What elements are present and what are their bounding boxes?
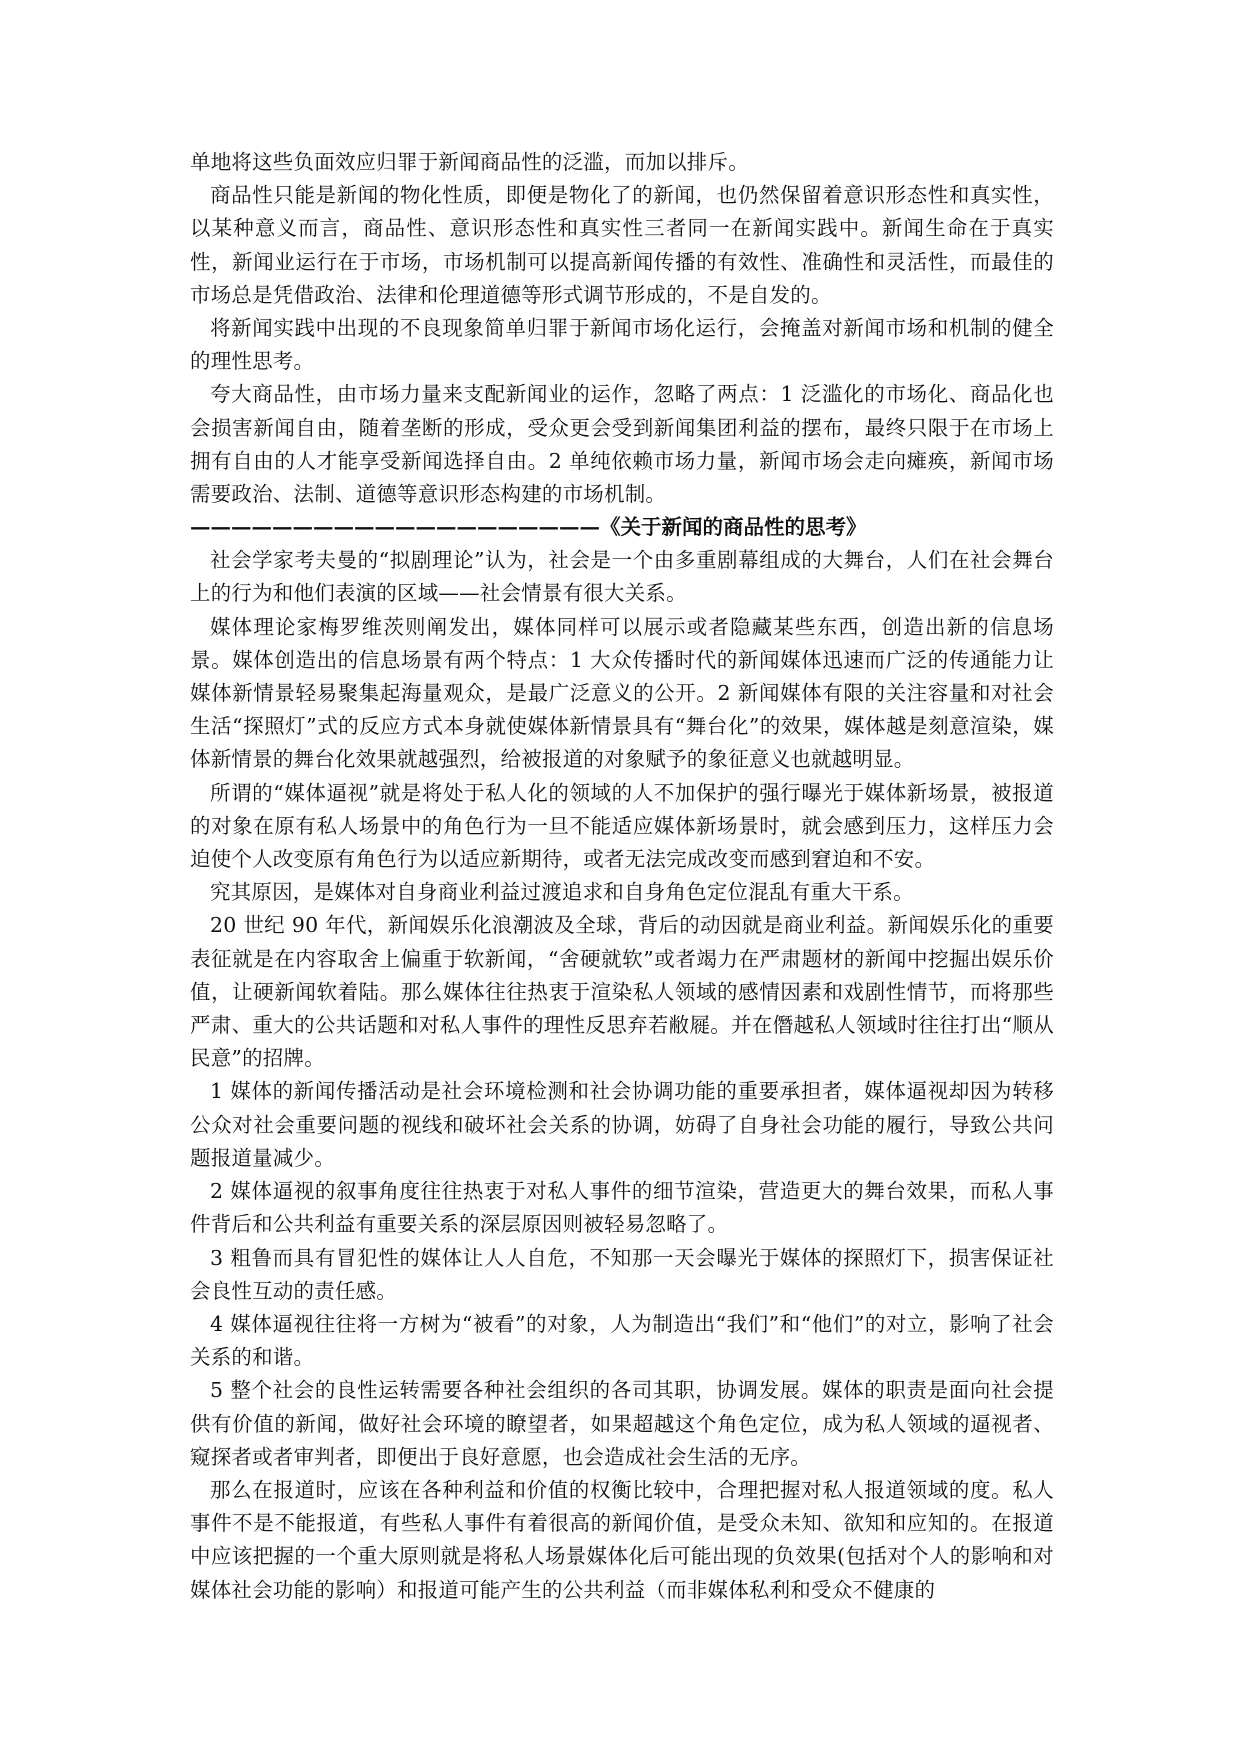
paragraph-7: 所谓的“媒体逼视”就是将处于私人化的领域的人不加保护的强行曝光于媒体新场景，被报道的对象在原有私人场景中的角色行为一旦不能适应媒体新场景时，就会感到压力，这样压力会迫使个人改变原有角色行为以适应新期待，或者无法完成改变而感到窘迫和不安。 <box>190 780 1054 872</box>
paragraph-3: 将新闻实践中出现的不良现象简单归罪于新闻市场化运行，会掩盖对新闻市场和机制的健全的理性思考。 <box>190 316 1054 374</box>
paragraph-8: 究其原因，是媒体对自身商业利益过渡追求和自身角色定位混乱有重大干系。 <box>210 880 914 905</box>
paragraph-6: 媒体理论家梅罗维茨则阐发出，媒体同样可以展示或者隐藏某些东西，创造出新的信息场景。媒体创造出的信息场景有两个特点：1 大众传播时代的新闻媒体迅速而广泛的传通能力让媒体新情景轻易聚集起海量观众，是最广泛意义的公开。2 新闻媒体有限的关注容量和对社会生活“探照灯”式的反应方式本身就使媒体新情景具有“舞台化”的效果，媒体越是刻意渲染，媒体新情景的舞台化效果就越强烈，给被报道的对象赋予的象征意义也就越明显。 <box>190 614 1054 772</box>
paragraph-10: 1 媒体的新闻传播活动是社会环境检测和社会协调功能的重要承担者，媒体逼视却因为转移公众对社会重要问题的视线和破坏社会关系的协调，妨碍了自身社会功能的履行，导致公共问题报道量减少。 <box>190 1079 1054 1170</box>
paragraph-2: 商品性只能是新闻的物化性质，即便是物化了的新闻，也仍然保留着意识形态性和真实性，以某种意义而言，商品性、意识形态性和真实性三者同一在新闻实践中。新闻生命在于真实性，新闻业运行在于市场，市场机制可以提高新闻传播的有效性、准确性和灵活性，而最佳的市场总是凭借政治、法律和伦理道德等形式调节形成的，不是自发的。 <box>190 183 1054 307</box>
paragraph-12: 3 粗鲁而具有冒犯性的媒体让人人自危，不知那一天会曝光于媒体的探照灯下，损害保证社会良性互动的责任感。 <box>190 1245 1054 1303</box>
section-separator-title: ————————————————————《关于新闻的商品性的思考》 <box>190 515 867 540</box>
paragraph-11: 2 媒体逼视的叙事角度往往热衷于对私人事件的细节渲染，营造更大的舞台效果，而私人事件背后和公共利益有重要关系的深层原因则被轻易忽略了。 <box>190 1179 1054 1237</box>
paragraph-13: 4 媒体逼视往往将一方树为“被看”的对象，人为制造出“我们”和“他们”的对立，影响了社会关系的和谐。 <box>190 1311 1054 1370</box>
document-page <box>190 146 1054 1607</box>
paragraph-1: 单地将这些负面效应归罪于新闻商品性的泛滥，而加以排斥。 <box>190 150 749 174</box>
paragraph-14: 5 整个社会的良性运转需要各种社会组织的各司其职，协调发展。媒体的职责是面向社会提供有价值的新闻，做好社会环境的瞭望者，如果超越这个角色定位，成为私人领域的逼视者、窥探者或者审判者，即便出于良好意愿，也会造成社会生活的无序。 <box>190 1378 1054 1469</box>
paragraph-15: 那么在报道时，应该在各种利益和价值的权衡比较中，合理把握对私人报道领域的度。私人事件不是不能报道，有些私人事件有着很高的新闻价值，是受众未知、欲知和应知的。在报道中应该把握的一个重大原则就是将私人场景媒体化后可能出现的负效果(包括对个人的影响和对媒体社会功能的影响）和报道可能产生的公共利益（而非媒体私利和受众不健康的 <box>190 1477 1054 1602</box>
paragraph-4: 夸大商品性，由市场力量来支配新闻业的运作，忽略了两点：1 泛滥化的市场化、商品化也会损害新闻自由，随着垄断的形成，受众更会受到新闻集团利益的摆布，最终只限于在市场上拥有自由的人才能享受新闻选择自由。2 单纯依赖市场力量，新闻市场会走向瘫痪，新闻市场需要政治、法制、道德等意识形态构建的市场机制。 <box>190 382 1054 507</box>
paragraph-5: 社会学家考夫曼的“拟剧理论”认为，社会是一个由多重剧幕组成的大舞台，人们在社会舞台上的行为和他们表演的区域——社会情景有很大关系。 <box>190 548 1054 606</box>
paragraph-9: 20 世纪 90 年代，新闻娱乐化浪潮波及全球，背后的动因就是商业利益。新闻娱乐化的重要表征就是在内容取舍上偏重于软新闻，“舍硬就软”或者竭力在严肃题材的新闻中挖掘出娱乐价值，让硬新闻软着陆。那么媒体往往热衷于渲染私人领域的感情因素和戏剧性情节，而将那些严肃、重大的公共话题和对私人事件的理性反思弃若敝屣。并在僭越私人领域时往往打出“顺从民意”的招牌。 <box>190 913 1054 1071</box>
